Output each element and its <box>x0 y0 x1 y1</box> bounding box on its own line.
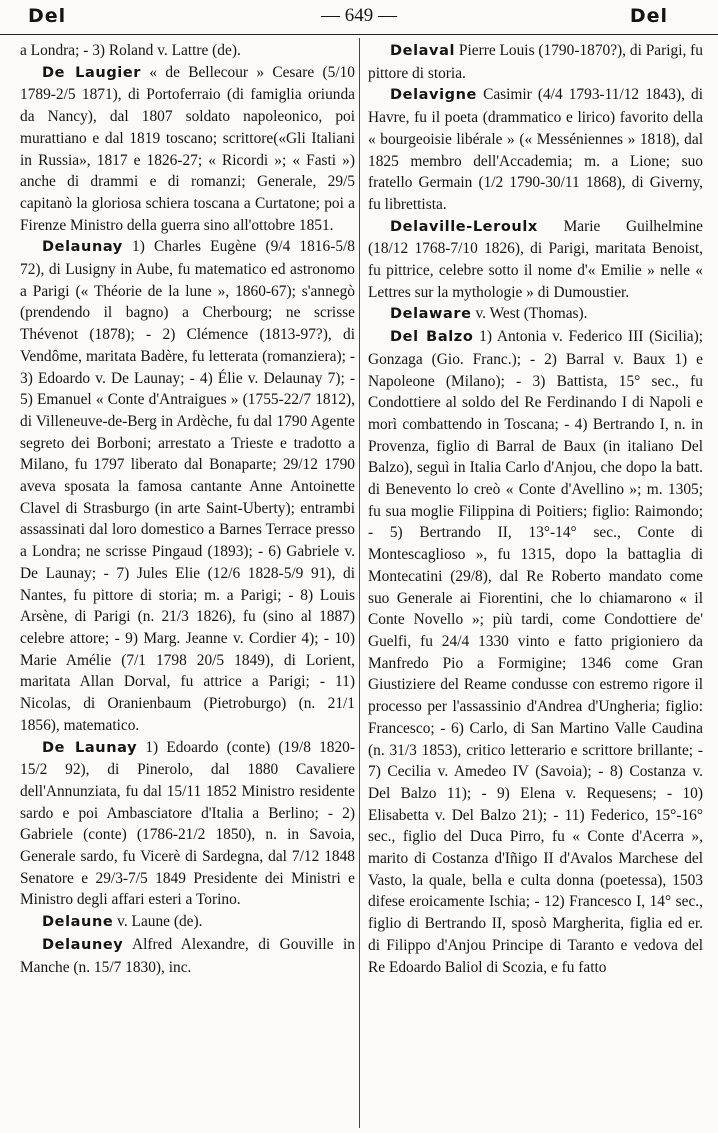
column-divider <box>359 38 360 1128</box>
entry-text: Pierre Louis (1790-1870?), di Parigi, fu pittore di storia. <box>368 42 703 82</box>
entry-text: « de Bellecour » Cesare (5/10 1789-2/5 1871), di Portoferraio (di famiglia oriunda da Nancy), dal 1807 soldato napoleonico, poi murattiano e dal 1819 toscano; scrittore(«Gli Italiani in Russia», 1817 e 1826-27; « Ricordi »; « Fasti ») anche di drammi e di romanzi; Generale, 29/5 capitanò la gloriosa schiera toscana a Curtatone; poi a Firenze Ministro della guerra sino all'ottobre 1851. <box>20 63 355 234</box>
left-column <box>20 40 355 1130</box>
running-head-left: Del <box>28 5 67 27</box>
entry-text: 1) Charles Eugène (9/4 1816-5/8 72), di Lusigny in Aube, fu matematico ed astronomo a Parigi (« Théorie de la lune », 1860-67); s'annegò (prendendo il bagno) a Cherbourg; ne scrisse Thévenot (1878); - 2) Clémence (1813-97?), di Vendôme, maritata Badère, fu letterata (romanziera); - 3) Edoardo v. De Launay; - 4) Élie v. Delaunay 7); - 5) Emanuel « Conte d'Antraigues » (1755-22/7 1812), di Villeneuve-de-Berg in Ardèche, fu dal 1790 Agente segreto dei Borboni; arrestato a Trieste e tradotto a Milano, fu 1797 liberato dal Bonaparte; 29/12 1790 aveva sposata la famosa cantante Anne Antoinette Clavel di Strasburgo (in arte Saint-Uberty); entrambi assassinati dal loro domestico a Barnes Terrace presso a Londra; ne scrisse Pingaud (1893); - 6) Gabriele v. De Launay; - 7) Jules Elie (12/6 1828-5/9 91), di Nantes, fu pittore di storia; m. a Parigi; - 8) Louis Arsène, di Parigi (n. 21/3 1826), fu (sino al 1887) celebre attore; - 9) Marg. Jeanne v. Cordier 4); - 10) Marie Amélie (7/1 1798 20/5 1849), di Lorient, maritata Allan Dorval, fu attrice a Parigi; - 11) Nicolas, di Oranienbaum (Pietroburgo) (n. 21/1 1856), matematico. <box>20 238 355 734</box>
page-number: — 649 — <box>321 5 397 26</box>
entry-text: 1) Antonia v. Federico III (Sicilia); Gonzaga (Gio. Franc.); - 2) Barral v. Baux 1) e Napoleone (Milano); - 3) Battista, 15° sec., fu Condottiere al soldo del Re Ferdinando I di Napoli e morì combattendo in Toscana; - 4) Bertrando I, n. in Provenza, figlio di Barral de Baux (in italiano Del Balzo), seguì in Italia Carlo d'Anjou, che dopo la batt. di Benevento lo creò « Conte d'Avellino »; m. 1305; fu sua moglie Filippina di Poitiers; figlio: Raimondo; - 5) Bertrando II, 13°-14° sec., Conte di Montescaglioso », fu 1315, dopo la battaglia di Montecatini (29/8), dal Re Roberto mandato come suo Generale ai Fiorentini, che lo chiamarono « il Conte Novello »; più tardi, come Condottiere de' Guelfi, fu 24/4 1330 vinto e fatto prigioniero da Manfredo Pio a Formigine; 1346 come Gran Giustiziere del Reame condusse con estremo rigore il processo per l'assassinio d'Andrea d'Ungheria; figlio: Francesco; - 6) Carlo, di San Martino Valle Caudina (n. 31/3 1853), critico letterario e scrittore brillante; - 7) Cecilia v. Amedeo IV (Savoia); - 8) Costanza v. Del Balzo 11); - 9) Elena v. Requesens; - 10) Elisabetta v. Del Balzo 21); - 11) Federico, 15°-16° sec., figlio del Duca Pirro, fu « Conte d'Acerra », marito di Costanza d'Iñigo II d'Avalos Marchese del Vasto, la quale, bella e culta donna (poetessa), 1503 difese eroicamente Ischia; - 12) Francesco I, 14° sec., figlio di Bertrando II, sposò Margherita, figlia ed er. di Filippo d'Anjou Principe di Taranto e vedova del Re Edoardo Baliol di Scozia, e fu fatto <box>368 328 703 976</box>
running-head-right: Del <box>629 5 668 27</box>
entry-delauney <box>20 934 355 978</box>
entry-text: Alfred Alexandre, di Gouville in Manche (n. 15/7 1830), inc. <box>20 935 355 976</box>
entry-continuation <box>20 40 355 62</box>
entry-text: 1) Edoardo (conte) (19/8 1820-15/2 92), di Pinerolo, dal 1880 Cavaliere dell'Annunziata, fu dal 15/11 1852 Ministro residente sardo e poi Ambasciatore d'Italia a Berlino; - 2) Gabriele (conte) (1786-21/2 1850), n. in Savoia, Generale sardo, fu Vicerè di Sardegna, dal 7/12 1848 Senatore e 29/3-7/5 1849 Presidente dei Ministri e Ministro degli affari esteri a Torino. <box>20 738 355 909</box>
entry-headword: Delauney <box>42 936 124 953</box>
entry-headword: Delaunay <box>42 239 123 256</box>
entry-headword: De Launay <box>42 739 138 756</box>
entry-delaune <box>20 911 355 934</box>
entry-de-laugier <box>20 62 355 237</box>
entry-delavigne <box>368 84 703 215</box>
entry-text: Casimir (4/4 1793-11/12 1843), di Havre, fu il poeta (drammatico e lirico) favorito della « bourgeoisie libérale » (« Messéniennes » 1818), dal 1825 membro dell'Accademia; m. a Lione; suo fratello Germain (1/2 1790-30/11 1868), di Giverny, fu librettista. <box>368 86 703 213</box>
page-header <box>0 0 718 35</box>
entry-delaval <box>368 40 703 84</box>
entry-headword: Delaville-Leroulx <box>390 218 538 235</box>
entry-text: v. Laune (de). <box>117 913 203 931</box>
entry-del-balzo <box>368 326 703 978</box>
entry-headword: Delaval <box>390 43 456 59</box>
entry-text: a Londra; - 3) Roland v. Lattre (de). <box>20 42 241 59</box>
entry-text: v. West (Thomas). <box>475 305 588 323</box>
entry-headword: Delaware <box>390 306 472 323</box>
entry-headword: De Laugier <box>42 64 142 81</box>
entry-headword: Delaune <box>42 914 114 931</box>
entry-delaunay <box>20 236 355 736</box>
entry-headword: Delavigne <box>390 87 477 104</box>
entry-headword: Del Balzo <box>390 329 474 346</box>
right-column <box>368 40 703 1130</box>
entry-text: Marie Guilhelmine (18/12 1768-7/10 1826), di Parigi, maritata Benoist, fu pittrice, celebre sotto il nome d'« Emilie » nelle « Lettres sur la mythologie » di Dumoustier. <box>368 217 703 301</box>
entry-de-launay <box>20 737 355 912</box>
entry-delaware <box>368 303 703 326</box>
entry-delaville-leroulx <box>368 216 703 304</box>
